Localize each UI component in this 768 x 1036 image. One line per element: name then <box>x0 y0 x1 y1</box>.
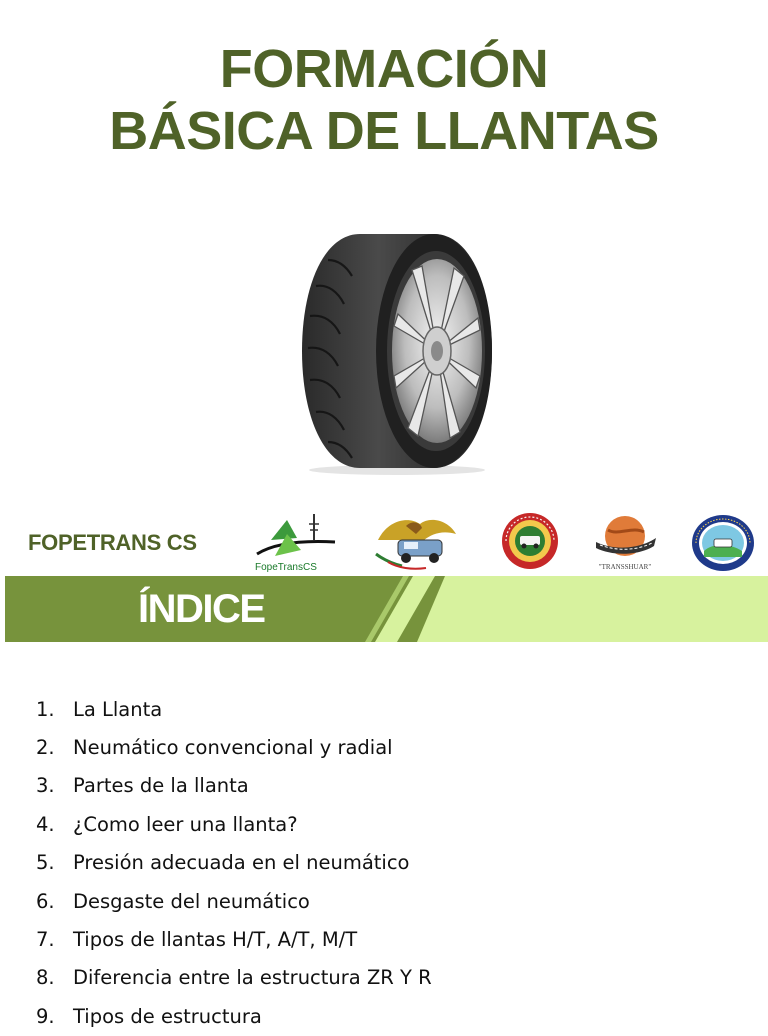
section-title: ÍNDICE <box>138 587 265 631</box>
index-item: 9. Tipos de estructura <box>36 1004 262 1028</box>
index-item: 8. Diferencia entre la estructura ZR Y R <box>36 966 432 990</box>
index-list <box>36 690 432 1036</box>
index-item: 5. Presión adecuada en el neumático <box>36 851 410 875</box>
title-line-1: FORMACIÓN <box>219 39 549 99</box>
fopetrans-cs-logo <box>253 510 339 574</box>
cooperativa-logo <box>498 512 562 570</box>
index-item: 3. Partes de la llanta <box>36 774 249 798</box>
index-item: 4. ¿Como leer una llanta? <box>36 812 298 836</box>
eagle-car-logo <box>368 510 462 574</box>
fopetrans-logo-text: FopeTransCS <box>255 562 317 573</box>
transshuar-logo <box>590 510 660 574</box>
section-banner <box>5 576 768 642</box>
round-seal-logo <box>690 513 756 573</box>
index-item: 7. Tipos de llantas H/T, A/T, M/T <box>36 928 358 952</box>
index-item: 1. La Llanta <box>36 697 163 721</box>
index-item: 2. Neumático convencional y radial <box>36 736 393 760</box>
index-item: 6. Desgaste del neumático <box>36 889 310 913</box>
organization-name: FOPETRANS CS <box>28 530 197 555</box>
document-title <box>0 38 768 162</box>
title-line-2: BÁSICA DE LLANTAS <box>109 101 659 161</box>
tire-image <box>294 226 500 476</box>
transshuar-logo-text: "TRANSSHUAR" <box>598 563 652 571</box>
